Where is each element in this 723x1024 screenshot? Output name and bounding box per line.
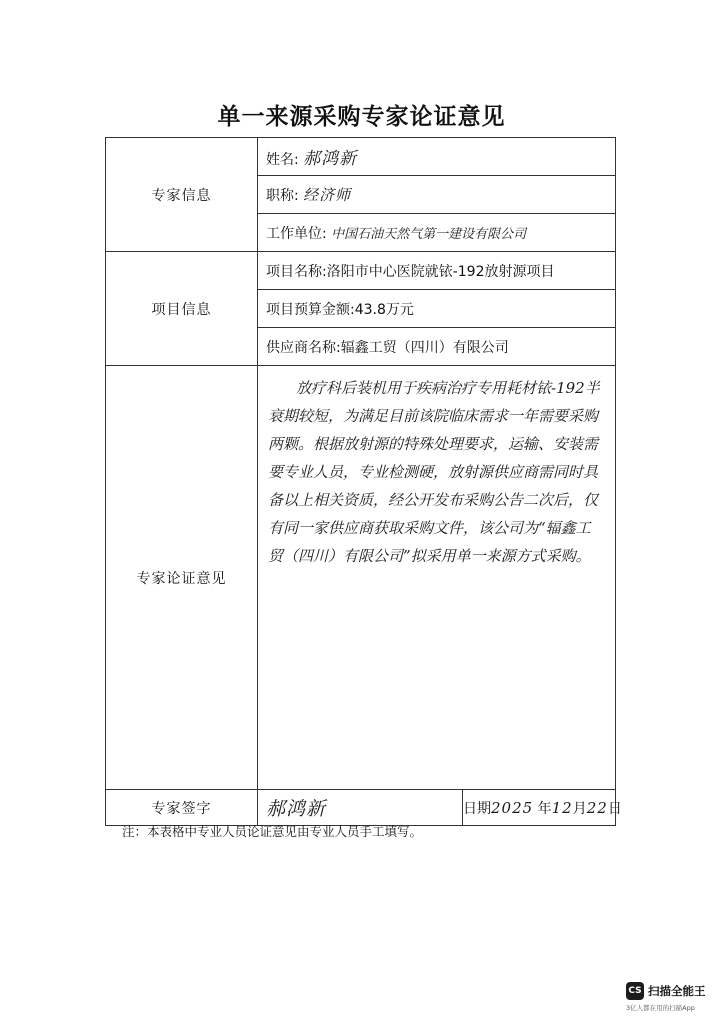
scanner-tagline: 3亿人都在用的扫描App (626, 1004, 695, 1012)
expert-title-label: 职称: (266, 188, 299, 204)
project-name-row (258, 252, 616, 290)
project-info-category: 项目信息 (106, 252, 258, 366)
signature-cell (258, 790, 463, 826)
scanner-watermark (626, 982, 712, 1016)
project-budget-row (258, 290, 616, 328)
document-title: 单一来源采购专家论证意见 (217, 104, 506, 130)
expert-name-label: 姓名: (266, 152, 299, 168)
opinion-text: 放疗科后装机用于疾病治疗专用耗材铱-192半衰期较短，为满足目前该院临床需求一年需要采购两颗。根据放射源的特殊处理要求，运输、安装需要专业人员，专业检测硬，放射源供应商需同时具备以上相关资质，经公开发布采购公告二次后，仅有同一家供应商获取采购文件，该公司为“辐鑫工贸（四川）有限公司”拟采用单一来源方式采购。 (268, 379, 600, 565)
scanner-name: 扫描全能王 (648, 984, 706, 998)
supplier-label: 供应商名称: (266, 339, 341, 356)
project-budget-label: 项目预算金额: (266, 301, 355, 318)
demonstration-form (105, 137, 622, 826)
expert-unit-label: 工作单位: (266, 225, 327, 242)
expert-signature: 郝鸿新 (266, 798, 327, 820)
expert-name-row (258, 138, 616, 176)
date-day: 22 (586, 798, 608, 817)
date-label: 日期 (463, 800, 491, 817)
project-budget-value: 43.8万元 (354, 301, 414, 318)
expert-unit-row (258, 214, 616, 252)
scanner-logo-icon: CS (626, 982, 644, 1000)
supplier-value: 辐鑫工贸（四川）有限公司 (340, 339, 509, 356)
project-name-label: 项目名称: (266, 263, 327, 280)
date-year-char: 年 (537, 800, 552, 817)
supplier-row (258, 328, 616, 366)
opinion-category: 专家论证意见 (106, 366, 258, 790)
date-day-char: 日 (607, 800, 622, 817)
expert-info-category: 专家信息 (106, 138, 258, 252)
opinion-cell (258, 366, 616, 790)
project-name-value: 洛阳市中心医院就铱-192放射源项目 (326, 263, 555, 280)
expert-title-value: 经济师 (303, 186, 352, 204)
expert-title-row (258, 176, 616, 214)
signature-category: 专家签字 (106, 790, 258, 826)
date-month: 12 (551, 798, 573, 817)
date-year: 2025 (491, 798, 534, 817)
footnote: 注：本表格中专业人员论证意见由专业人员手工填写。 (122, 824, 423, 839)
expert-unit-value: 中国石油天然气第一建设有限公司 (331, 226, 527, 242)
date-month-char: 月 (572, 800, 587, 817)
expert-name-value: 郝鸿新 (303, 149, 358, 169)
date-cell (463, 790, 622, 826)
